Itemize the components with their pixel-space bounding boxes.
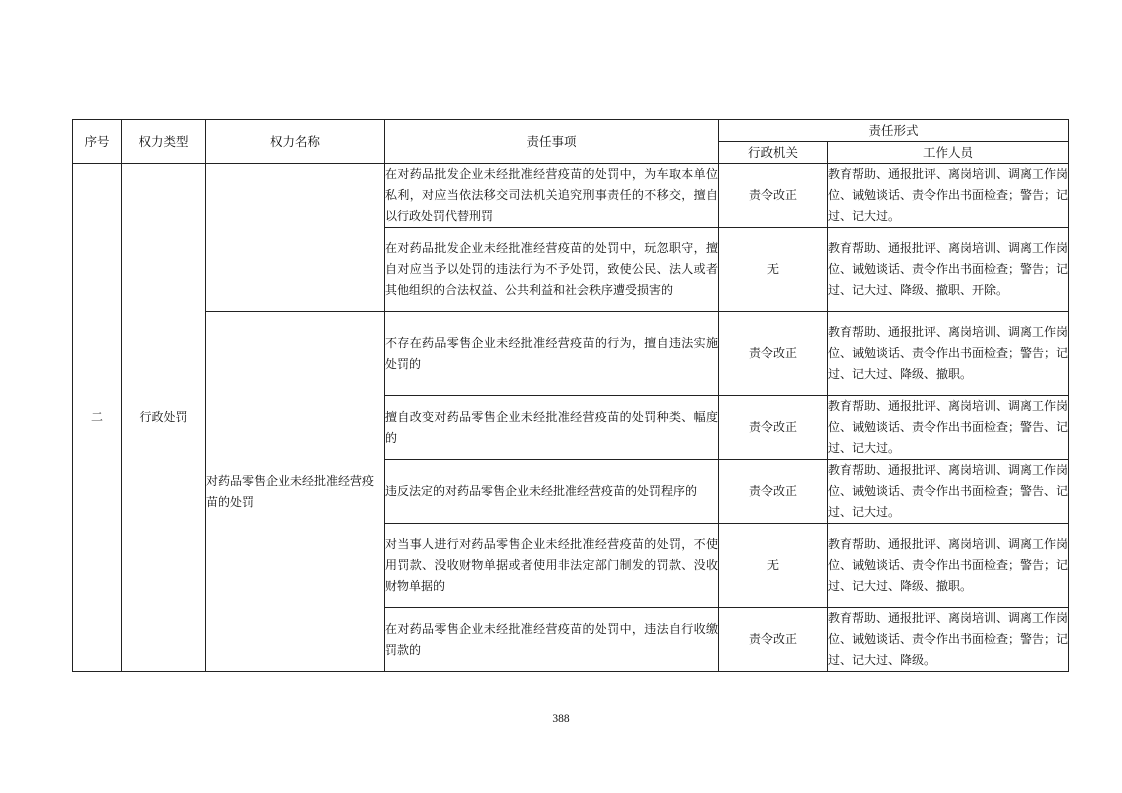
- header-seq: 序号: [73, 120, 122, 164]
- cell-staff: 教育帮助、通报批评、离岗培训、调离工作岗位、诫勉谈话、责令作出书面检查；警告；记过、记大过、降级、撤职。: [828, 524, 1069, 608]
- table-row: [73, 312, 1069, 396]
- cell-agency: 责令改正: [719, 396, 828, 460]
- cell-staff: 教育帮助、通报批评、离岗培训、调离工作岗位、诫勉谈话、责令作出书面检查；警告；记过、记大过、降级。: [828, 608, 1069, 672]
- table-row: [73, 164, 1069, 228]
- cell-agency: 责令改正: [719, 164, 828, 228]
- cell-power-type: 行政处罚: [122, 164, 206, 672]
- cell-staff: 教育帮助、通报批评、离岗培训、调离工作岗位、诫勉谈话、责令作出书面检查；警告；记过、记大过、降级、撤职。: [828, 312, 1069, 396]
- responsibility-table: [72, 119, 1069, 672]
- cell-agency: 无: [719, 524, 828, 608]
- cell-agency: 责令改正: [719, 312, 828, 396]
- header-power-type: 权力类型: [122, 120, 206, 164]
- cell-staff: 教育帮助、通报批评、离岗培训、调离工作岗位、诫勉谈话、责令作出书面检查；警告；记过、记大过。: [828, 164, 1069, 228]
- cell-seq: 二: [73, 164, 122, 672]
- cell-item: 擅自改变对药品零售企业未经批准经营疫苗的处罚种类、幅度的: [385, 396, 719, 460]
- cell-staff: 教育帮助、通报批评、离岗培训、调离工作岗位、诫勉谈话、责令作出书面检查；警告、记过、记大过。: [828, 396, 1069, 460]
- header-staff: 工作人员: [828, 142, 1069, 164]
- cell-item: 在对药品零售企业未经批准经营疫苗的处罚中，违法自行收缴罚款的: [385, 608, 719, 672]
- cell-power-name-wholesale: [206, 164, 385, 312]
- cell-staff: 教育帮助、通报批评、离岗培训、调离工作岗位、诫勉谈话、责令作出书面检查；警告；记过、记大过、降级、撤职、开除。: [828, 228, 1069, 312]
- cell-staff: 教育帮助、通报批评、离岗培训、调离工作岗位、诫勉谈话、责令作出书面检查；警告、记过、记大过。: [828, 460, 1069, 524]
- header-agency: 行政机关: [719, 142, 828, 164]
- cell-power-name-retail: 对药品零售企业未经批准经营疫苗的处罚: [206, 312, 385, 672]
- cell-item: 对当事人进行对药品零售企业未经批准经营疫苗的处罚，不使用罚款、没收财物单据或者使用非法定部门制发的罚款、没收财物单据的: [385, 524, 719, 608]
- cell-item: 在对药品批发企业未经批准经营疫苗的处罚中，玩忽职守，擅自对应当予以处罚的违法行为不予处罚，致使公民、法人或者其他组织的合法权益、公共利益和社会秩序遭受损害的: [385, 228, 719, 312]
- header-form: 责任形式: [719, 120, 1069, 142]
- header-responsibility: 责任事项: [385, 120, 719, 164]
- cell-agency: 无: [719, 228, 828, 312]
- header-row: [73, 120, 1069, 142]
- header-power-name: 权力名称: [206, 120, 385, 164]
- cell-item: 违反法定的对药品零售企业未经批准经营疫苗的处罚程序的: [385, 460, 719, 524]
- cell-item: 不存在药品零售企业未经批准经营疫苗的行为，擅自违法实施处罚的: [385, 312, 719, 396]
- cell-agency: 责令改正: [719, 460, 828, 524]
- cell-agency: 责令改正: [719, 608, 828, 672]
- page-number: 388: [552, 713, 570, 725]
- cell-item: 在对药品批发企业未经批准经营疫苗的处罚中，为车取本单位私利，对应当依法移交司法机关追究刑事责任的不移交，擅自以行政处罚代替刑罚: [385, 164, 719, 228]
